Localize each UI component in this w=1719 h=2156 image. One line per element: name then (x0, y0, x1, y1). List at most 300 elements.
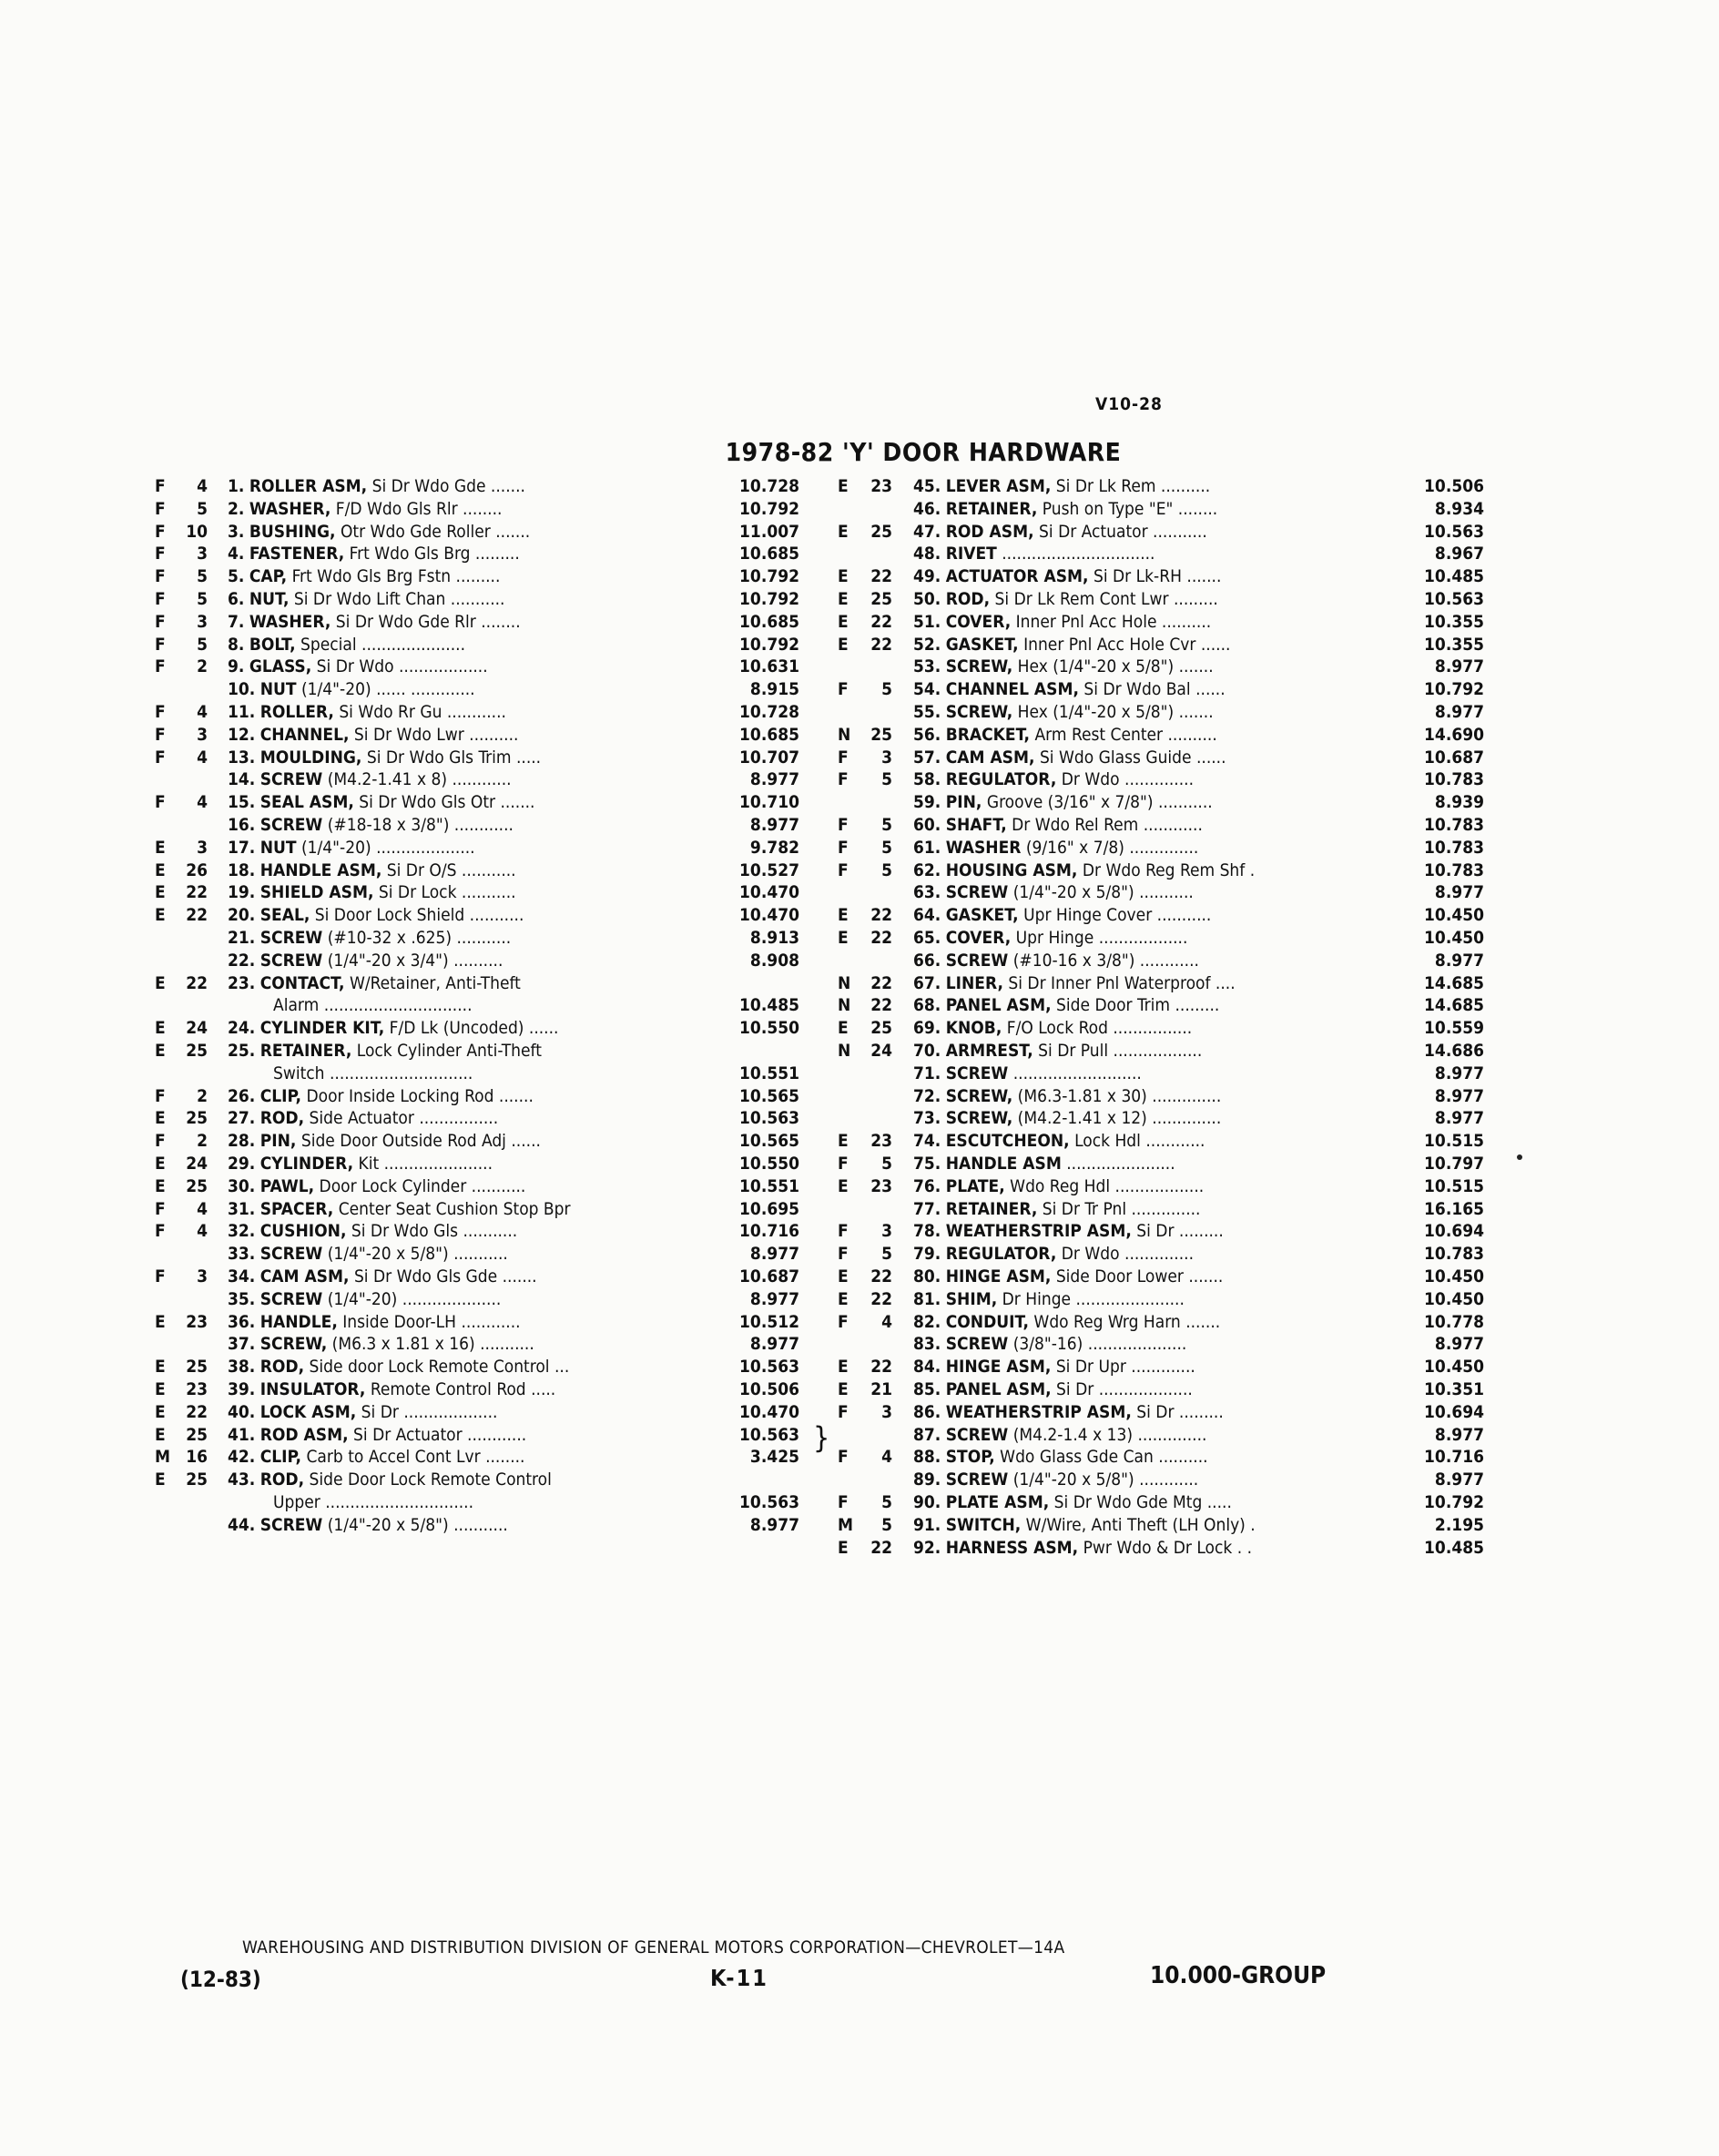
part-description (913, 1378, 1378, 1401)
group-number: 10.783 (1424, 1244, 1484, 1265)
part-description (913, 724, 1378, 747)
dot-leader: ............ (1140, 1131, 1205, 1152)
part-name: SCREW (259, 1244, 323, 1265)
part-detail: Si Dr Wdo (311, 656, 394, 677)
group-number: 10.559 (1424, 1018, 1484, 1039)
part-description (913, 837, 1378, 859)
illustration-number: 22 (870, 1266, 892, 1286)
part-detail: Inside Door-LH (337, 1311, 457, 1332)
group-number: 8.977 (1434, 1470, 1484, 1490)
illustration-number: 5 (881, 1154, 892, 1174)
part-name: SCREW, (945, 1085, 1013, 1106)
part-detail: Side Actuator (304, 1108, 414, 1129)
part-name: KNOB, (945, 1018, 1002, 1039)
item-number: 31. (228, 1198, 256, 1219)
part-name: SCREW (945, 1334, 1009, 1355)
part-name: CYLINDER KIT, (259, 1018, 385, 1039)
illustration-number: 5 (881, 859, 892, 880)
dot-leader: ...... (1190, 679, 1226, 700)
part-name: SHIELD ASM, (259, 882, 374, 903)
section-code: F (155, 476, 166, 496)
group-number: 8.977 (1434, 1424, 1484, 1445)
illustration-number: 25 (186, 1470, 208, 1490)
section-code: E (155, 837, 166, 858)
item-number: 27. (228, 1108, 256, 1129)
part-detail: (3/8"-16) (1008, 1334, 1083, 1355)
item-number: 76. (913, 1175, 941, 1196)
dot-leader: .................. (1093, 928, 1188, 948)
dot-leader: .................... (397, 1288, 502, 1309)
part-name: ROD, (945, 589, 991, 609)
part-detail: (1/4"-20 x 5/8") (1008, 882, 1134, 903)
part-name: LOCK ASM, (259, 1401, 357, 1422)
item-number: 18. (228, 859, 256, 880)
illustration-number: 21 (870, 1379, 892, 1399)
dot-leader: ............................... (996, 544, 1155, 564)
item-number: 80. (913, 1266, 941, 1286)
parts-row (0, 859, 1719, 882)
item-number: 5. (228, 566, 245, 587)
dot-leader: ............ (1138, 815, 1203, 835)
part-description (913, 1220, 1378, 1243)
group-number: 10.485 (1424, 566, 1484, 587)
illustration-number: 25 (870, 521, 892, 542)
dot-leader: ......... (470, 544, 520, 564)
section-code: E (838, 1357, 849, 1378)
group-number: 10.470 (739, 882, 799, 903)
section-code: F (155, 498, 166, 519)
group-number: 8.977 (1434, 1063, 1484, 1083)
illustration-number: 5 (881, 769, 892, 790)
part-name: SCREW (945, 882, 1009, 903)
item-number: 61. (913, 837, 941, 858)
part-name: CONDUIT, (945, 1311, 1029, 1332)
part-detail: Si Dr Lock (373, 882, 457, 903)
item-number: 13. (228, 747, 256, 768)
parts-row (0, 1175, 1719, 1198)
part-name: WASHER, (249, 498, 331, 519)
illustration-number: 25 (186, 1175, 208, 1196)
item-number: 69. (913, 1018, 941, 1039)
parts-row (0, 1266, 1719, 1288)
item-number: 24. (228, 1018, 256, 1039)
group-number: 10.792 (739, 634, 799, 655)
illustration-number: 23 (870, 1131, 892, 1152)
dot-leader: ....... (1181, 566, 1222, 587)
illustration-number: 22 (870, 972, 892, 993)
part-name: BUSHING, (249, 521, 336, 542)
section-code: F (838, 1401, 849, 1422)
part-detail: Dr Wdo Reg Rem Shf (1077, 859, 1246, 880)
part-description (913, 1491, 1378, 1514)
part-description (913, 972, 1378, 995)
illustration-number: 2 (197, 656, 208, 677)
section-code: M (838, 1514, 854, 1535)
item-number: 72. (913, 1085, 941, 1106)
part-description (913, 634, 1378, 656)
parts-row (0, 1130, 1719, 1153)
dot-leader: ......... (451, 566, 501, 587)
dot-leader: ........ (1173, 498, 1218, 519)
part-name: ARMREST, (945, 1041, 1033, 1061)
part-name: RETAINER, (259, 1041, 352, 1061)
illustration-number: 22 (870, 634, 892, 655)
part-name: GLASS, (249, 656, 312, 677)
part-description (913, 1356, 1378, 1378)
item-number: 8. (228, 634, 245, 655)
item-number: 26. (228, 1085, 256, 1106)
section-code: E (838, 521, 849, 542)
dot-leader: . (1245, 1514, 1256, 1535)
part-description (913, 904, 1378, 927)
part-name: SHAFT, (945, 815, 1007, 835)
group-number: 10.563 (739, 1424, 799, 1445)
part-detail: (M6.3-1.81 x 30) (1012, 1085, 1147, 1106)
part-detail: Si Dr Wdo Gde (367, 476, 486, 496)
group-number: 10.792 (739, 498, 799, 519)
parts-row (0, 994, 1719, 1017)
dot-leader: ........ (480, 1447, 525, 1468)
group-number: 8.977 (749, 1288, 799, 1309)
section-code: E (155, 1018, 166, 1039)
item-number: 9. (228, 656, 245, 677)
group-number: 10.450 (1424, 1288, 1484, 1309)
part-name: ROD, (259, 1470, 305, 1490)
dot-leader: ....... (1180, 1311, 1221, 1332)
part-name: STOP, (945, 1447, 995, 1468)
illustration-number: 22 (186, 905, 208, 926)
dot-leader: ....... (1183, 1266, 1224, 1286)
item-number: 41. (228, 1424, 256, 1445)
dot-leader: ....... (493, 1085, 534, 1106)
group-number: 10.695 (739, 1198, 799, 1219)
stray-dot (1517, 1154, 1522, 1160)
illustration-number: 22 (870, 1288, 892, 1309)
illustration-number: 4 (197, 792, 208, 813)
part-name: CYLINDER, (259, 1154, 354, 1174)
section-code: E (155, 1311, 166, 1332)
part-description (913, 1198, 1378, 1221)
group-number: 10.687 (739, 1266, 799, 1286)
illustration-number: 22 (870, 1357, 892, 1378)
dot-leader: ...... ............. (371, 679, 475, 700)
part-detail: Remote Control Rod (365, 1379, 526, 1399)
part-detail: Si Dr Lk Rem (1051, 476, 1156, 496)
part-name: SEAL ASM, (259, 792, 354, 813)
part-name: COVER, (945, 611, 1012, 632)
dot-leader: .............. (1119, 1244, 1195, 1265)
item-number: 54. (913, 679, 941, 700)
item-number: 89. (913, 1470, 941, 1490)
part-detail: (1/4"-20) (322, 1288, 398, 1309)
part-description (913, 1243, 1378, 1266)
illustration-number: 26 (186, 859, 208, 880)
part-detail: Side door Lock Remote Control (304, 1357, 550, 1378)
part-name: WASHER, (249, 611, 331, 632)
group-number: 10.563 (739, 1357, 799, 1378)
illustration-number: 22 (186, 972, 208, 993)
parts-row (0, 498, 1719, 521)
dot-leader: ....... (490, 521, 531, 542)
part-detail: Dr Wdo (1056, 1244, 1120, 1265)
part-description (913, 611, 1378, 634)
part-name: SCREW (259, 1288, 323, 1309)
illustration-number: 5 (881, 679, 892, 700)
item-number: 47. (913, 521, 941, 542)
illustration-number: 4 (197, 1221, 208, 1242)
dot-leader: ........ (475, 611, 521, 632)
part-detail: Dr Wdo Rel Rem (1006, 815, 1139, 835)
part-description (913, 1085, 1378, 1108)
dot-leader: ..... (511, 747, 542, 768)
dot-leader: ............ (1134, 1470, 1199, 1490)
item-number: 43. (228, 1470, 256, 1490)
illustration-number: 16 (186, 1447, 208, 1468)
item-number: 82. (913, 1311, 941, 1332)
dot-leader: .................. (1108, 1041, 1203, 1061)
illustration-number: 23 (186, 1311, 208, 1332)
dot-leader: ...... (1195, 634, 1231, 655)
dot-leader: ...................... (1071, 1288, 1185, 1309)
item-number: 44. (228, 1514, 256, 1535)
illustration-number: 5 (197, 566, 208, 587)
group-number: 10.527 (739, 859, 799, 880)
item-number: 32. (228, 1221, 256, 1242)
part-description (913, 475, 1378, 498)
part-detail: (1/4"-20 x 5/8") (322, 1514, 449, 1535)
dot-leader: ................... (1093, 1379, 1193, 1399)
part-name: ROD ASM, (259, 1424, 349, 1445)
group-number: 10.797 (1424, 1154, 1484, 1174)
part-detail: Alarm (273, 995, 320, 1016)
illustration-number: 5 (881, 815, 892, 835)
group-number: 10.792 (739, 566, 799, 587)
part-detail: Hex (1/4"-20 x 5/8") (1012, 702, 1175, 722)
part-name: ROLLER ASM, (249, 476, 368, 496)
group-number: 8.977 (749, 1514, 799, 1535)
parts-row (0, 1378, 1719, 1401)
part-detail: Side Door Lock Remote Control (304, 1470, 552, 1490)
item-number: 11. (228, 702, 256, 722)
part-detail: Si Dr Wdo Gls (346, 1221, 459, 1242)
item-number: 15. (228, 792, 256, 813)
group-number: 10.563 (739, 1492, 799, 1512)
illustration-number: 3 (881, 1401, 892, 1422)
group-number: 2.195 (1434, 1514, 1484, 1535)
illustration-number: 5 (197, 498, 208, 519)
part-detail: Center Seat Cushion Stop Bpr (333, 1198, 571, 1219)
part-detail: Si Dr Wdo Gls Trim (361, 747, 512, 768)
part-name: NUT, (249, 589, 290, 609)
parts-row (0, 656, 1719, 678)
parts-row (0, 1356, 1719, 1378)
illustration-number: 22 (870, 1537, 892, 1558)
part-detail: (1/4"-20 x 5/8") (322, 1244, 449, 1265)
part-name: HANDLE ASM, (259, 859, 382, 880)
section-code: E (838, 928, 849, 948)
parts-row (0, 1311, 1719, 1334)
part-name: BOLT, (249, 634, 296, 655)
section-code: F (155, 634, 166, 655)
part-name: RETAINER, (945, 498, 1038, 519)
dot-leader: .......... (1153, 1447, 1208, 1468)
item-number: 67. (913, 972, 941, 993)
item-number: 12. (228, 724, 256, 745)
illustration-number: 5 (197, 634, 208, 655)
item-number: 66. (913, 950, 941, 971)
part-description (913, 565, 1378, 588)
parts-row (0, 1198, 1719, 1221)
group-number: 10.551 (739, 1063, 799, 1083)
illustration-number: 4 (197, 747, 208, 768)
parts-row (0, 565, 1719, 588)
group-number: 10.631 (739, 656, 799, 677)
parts-row (0, 950, 1719, 972)
group-number: 3.425 (749, 1447, 799, 1468)
parts-row (0, 1514, 1719, 1537)
illustration-number: 4 (881, 1447, 892, 1468)
section-code: E (838, 566, 849, 587)
part-detail: Pwr Wdo & Dr Lock (1078, 1537, 1233, 1558)
part-detail: Si Dr Tr Pnl (1037, 1198, 1127, 1219)
illustration-number: 22 (870, 566, 892, 587)
section-code: E (838, 1131, 849, 1152)
part-detail: Inner Pnl Acc Hole Cvr (1018, 634, 1196, 655)
dot-leader: ................ (1107, 1018, 1193, 1039)
part-name: GASKET, (945, 634, 1019, 655)
item-number: 85. (913, 1379, 941, 1399)
item-number: 36. (228, 1311, 256, 1332)
parts-row (0, 521, 1719, 544)
illustration-number: 3 (197, 837, 208, 858)
group-number: 10.450 (1424, 1266, 1484, 1286)
item-number: 60. (913, 815, 941, 835)
parts-row (0, 543, 1719, 565)
part-detail: Upper (273, 1492, 320, 1512)
part-detail: Si Door Lock Shield (310, 905, 465, 926)
group-number: 10.685 (739, 611, 799, 632)
dot-leader: .............. (1126, 1198, 1201, 1219)
part-name: SEAL, (259, 905, 310, 926)
group-number: 10.563 (1424, 521, 1484, 542)
dot-leader: ............ (456, 1311, 521, 1332)
part-detail: Carb to Accel Cont Lvr (301, 1447, 481, 1468)
group-number: 10.783 (1424, 837, 1484, 858)
dot-leader: ............................. (324, 1063, 473, 1083)
group-number: 16.165 (1424, 1198, 1484, 1219)
dot-leader: .......... (448, 950, 503, 971)
group-number: 10.563 (1424, 589, 1484, 609)
dot-leader: ....... (1174, 656, 1214, 677)
item-number: 74. (913, 1131, 941, 1152)
dot-leader: .......... (1155, 476, 1211, 496)
part-name: MOULDING, (259, 747, 362, 768)
part-detail: Si Wdo Rr Gu (333, 702, 442, 722)
part-detail: Door Lock Cylinder (314, 1175, 467, 1196)
part-detail: Dr Hinge (997, 1288, 1072, 1309)
illustration-number: 2 (197, 1085, 208, 1106)
part-detail: Si Dr (1131, 1401, 1175, 1422)
dot-leader: ............ (442, 702, 506, 722)
dot-leader: .............. (1146, 1085, 1222, 1106)
section-code: F (155, 1131, 166, 1152)
part-detail: (M4.2-1.41 x 8) (322, 769, 448, 790)
part-name: INSULATOR, (259, 1379, 366, 1399)
part-description (913, 1469, 1378, 1491)
part-detail: Si Dr (356, 1401, 399, 1422)
part-detail: Lock Hdl (1069, 1131, 1141, 1152)
group-number: 10.515 (1424, 1131, 1484, 1152)
group-number: 14.686 (1424, 1041, 1484, 1061)
group-number: 8.939 (1434, 792, 1484, 813)
section-code: F (155, 566, 166, 587)
bracket-mark: } (813, 1420, 830, 1455)
part-description (913, 1537, 1378, 1560)
part-description (913, 950, 1378, 972)
part-description (913, 1107, 1378, 1130)
part-description (913, 927, 1378, 950)
dot-leader: .......... (1163, 724, 1217, 745)
part-detail: Wdo Glass Gde Can (994, 1447, 1154, 1468)
group-number: 10.783 (1424, 859, 1484, 880)
part-detail: Switch (273, 1063, 325, 1083)
dot-leader: ......... (1174, 1401, 1224, 1422)
item-number: 1. (228, 476, 245, 496)
part-description (913, 747, 1378, 769)
group-number: 10.515 (1424, 1175, 1484, 1196)
group-number: 10.351 (1424, 1379, 1484, 1399)
part-name: SCREW (259, 950, 323, 971)
part-description (913, 1311, 1378, 1334)
part-name: WEATHERSTRIP ASM, (945, 1221, 1132, 1242)
item-number: 56. (913, 724, 941, 745)
section-code: F (155, 1266, 166, 1286)
group-number: 8.977 (1434, 656, 1484, 677)
part-description (913, 791, 1378, 814)
illustration-number: 22 (870, 611, 892, 632)
group-number: 8.977 (1434, 702, 1484, 722)
part-detail: W/Retainer, Anti-Theft (344, 972, 521, 993)
dot-leader: .............................. (319, 995, 473, 1016)
dot-leader: . (1245, 859, 1256, 880)
section-code: F (838, 837, 849, 858)
item-number: 81. (913, 1288, 941, 1309)
dot-leader: ................... (398, 1401, 498, 1422)
item-number: 33. (228, 1244, 256, 1265)
illustration-number: 22 (186, 1401, 208, 1422)
item-number: 70. (913, 1041, 941, 1061)
part-name: HINGE ASM, (945, 1266, 1052, 1286)
group-number: 10.685 (739, 724, 799, 745)
group-number: 10.485 (1424, 1537, 1484, 1558)
section-code: E (838, 1537, 849, 1558)
part-name: SCREW (945, 1470, 1009, 1490)
section-code: N (838, 1041, 851, 1061)
section-code: F (838, 1311, 849, 1332)
part-name: CAP, (249, 566, 288, 587)
illustration-number: 24 (186, 1154, 208, 1174)
dot-leader: ............ (462, 1424, 527, 1445)
part-detail: Si Dr (1051, 1379, 1094, 1399)
part-name: CONTACT, (259, 972, 345, 993)
illustration-number: 25 (186, 1108, 208, 1129)
part-detail: Si Dr (1131, 1221, 1175, 1242)
item-number: 40. (228, 1401, 256, 1422)
part-description (913, 881, 1378, 904)
group-number: 10.355 (1424, 611, 1484, 632)
parts-row (0, 1220, 1719, 1243)
section-code: E (155, 972, 166, 993)
